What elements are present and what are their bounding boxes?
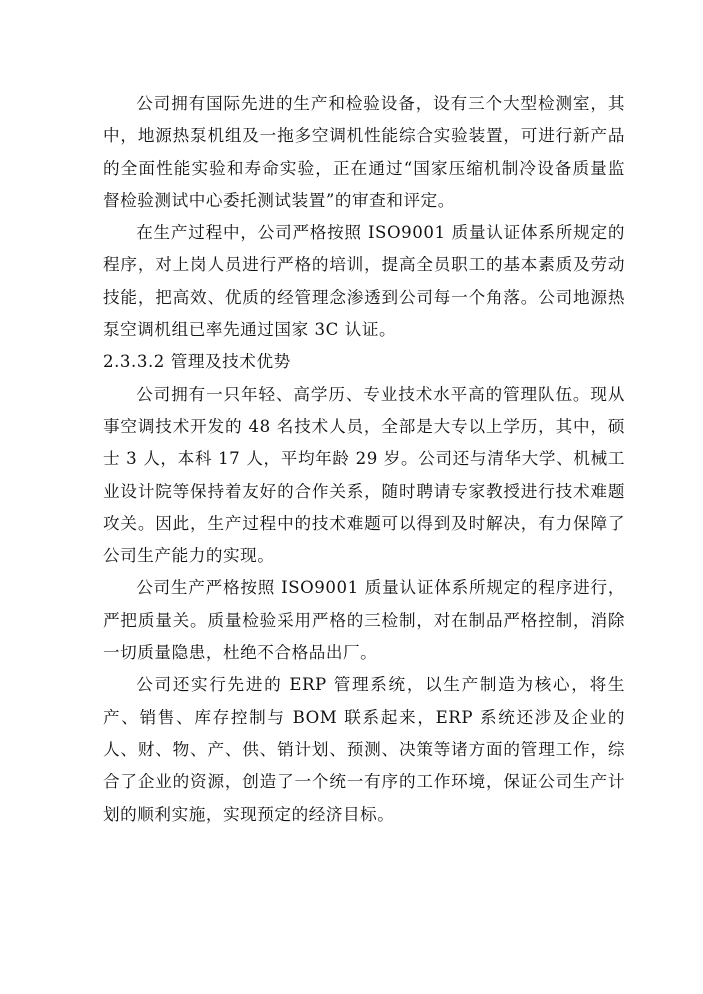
document-page [103, 88, 625, 831]
section-heading: 2.3.3.2 管理及技术优势 [103, 352, 291, 372]
paragraph-management-team: 公司拥有一只年轻、高学历、专业技术水平高的管理队伍。现从事空调技术开发的 48 名技术人员，全部是大专以上学历，其中，硕士 3 人，本科 17 人，平均年龄 29 岁。公司还与清华大学、机械工业设计院等保持着友好的合作关系，随时聘请专家教授进行技术难题攻关。因此，生产过程中的技术难题可以得到及时解决，有力保障了公司生产能力的实现。 [103, 384, 625, 566]
paragraph-equipment: 公司拥有国际先进的生产和检验设备，设有三个大型检测室，其中，地源热泵机组及一拖多空调机性能综合实验装置，可进行新产品的全面性能实验和寿命实验，正在通过“国家压缩机制冷设备质量监督检验测试中心委托测试装置”的审查和评定。 [103, 94, 625, 210]
paragraph-production-process: 在生产过程中，公司严格按照 ISO9001 质量认证体系所规定的程序，对上岗人员进行严格的培训，提高全员职工的基本素质及劳动技能，把高效、优质的经管理念渗透到公司每一个角落。公司地源热泵空调机组已率先通过国家 3C 认证。 [103, 223, 625, 340]
paragraph-quality-control: 公司生产严格按照 ISO9001 质量认证体系所规定的程序进行，严把质量关。质量检验采用严格的三检制，对在制品严格控制，消除一切质量隐患，杜绝不合格品出厂。 [103, 578, 625, 663]
paragraph-erp-system: 公司还实行先进的 ERP 管理系统，以生产制造为核心，将生产、销售、库存控制与 BOM 联系起来，ERP 系统还涉及企业的人、财、物、产、供、销计划、预测、决策等诸方面的管理工作，综合了企业的资源，创造了一个统一有序的工作环境，保证公司生产计划的顺利实施，实现预定的经济目标。 [103, 675, 625, 824]
